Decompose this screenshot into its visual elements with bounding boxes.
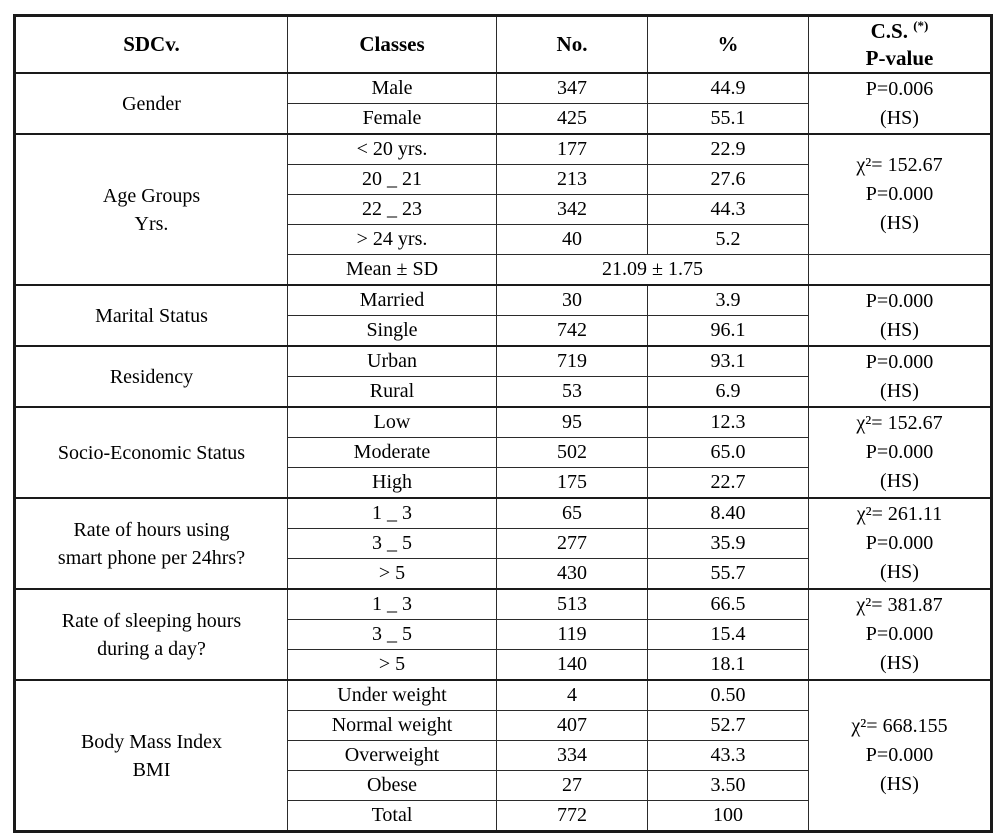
- count-cell: 502: [497, 438, 648, 468]
- count-cell: 30: [497, 285, 648, 316]
- cs-line: (HS): [880, 212, 919, 234]
- class-cell: 20 _ 21: [288, 165, 497, 195]
- count-cell: 342: [497, 195, 648, 225]
- cs-line: (HS): [880, 106, 919, 129]
- demographics-table: [13, 14, 993, 833]
- cs-empty-cell: [809, 255, 992, 286]
- percent-cell: 22.7: [648, 468, 809, 499]
- header-cs-pvalue: [809, 16, 992, 74]
- cs-line: P=0.000: [865, 441, 934, 463]
- cs-line: χ²= 381.87: [856, 594, 943, 616]
- class-cell: Normal weight: [288, 711, 497, 741]
- table-row: [15, 407, 992, 438]
- cs-line: P=0.000: [865, 532, 934, 554]
- class-cell: < 20 yrs.: [288, 134, 497, 165]
- header-row: [15, 16, 992, 74]
- cs-line: P=0.000: [865, 289, 934, 312]
- count-cell: 40: [497, 225, 648, 255]
- class-cell: 1 _ 3: [288, 589, 497, 620]
- cs-line: (HS): [880, 561, 919, 583]
- count-cell: 175: [497, 468, 648, 499]
- count-cell: 177: [497, 134, 648, 165]
- percent-cell: 52.7: [648, 711, 809, 741]
- percent-cell: 35.9: [648, 529, 809, 559]
- percent-cell: 6.9: [648, 377, 809, 408]
- count-cell: 213: [497, 165, 648, 195]
- percent-cell: 66.5: [648, 589, 809, 620]
- percent-cell: 44.3: [648, 195, 809, 225]
- header-pvalue-label: P-value: [865, 45, 934, 70]
- cs-cell: [809, 134, 992, 255]
- table-body: [15, 73, 992, 832]
- table-row: [15, 285, 992, 316]
- cs-line: χ²= 668.155: [851, 715, 948, 737]
- variable-cell: Residency: [15, 346, 288, 407]
- count-cell: 407: [497, 711, 648, 741]
- class-cell: > 5: [288, 650, 497, 681]
- count-cell: 334: [497, 741, 648, 771]
- cs-line: P=0.000: [865, 183, 934, 205]
- class-cell: Overweight: [288, 741, 497, 771]
- class-cell: > 5: [288, 559, 497, 590]
- class-cell: Urban: [288, 346, 497, 377]
- count-cell: 772: [497, 801, 648, 832]
- cs-line: P=0.000: [865, 350, 934, 373]
- count-cell: 95: [497, 407, 648, 438]
- percent-cell: 96.1: [648, 316, 809, 347]
- cs-line: P=0.000: [865, 623, 934, 645]
- cs-line: P=0.006: [865, 77, 934, 100]
- class-cell: > 24 yrs.: [288, 225, 497, 255]
- count-cell: 53: [497, 377, 648, 408]
- count-cell: 65: [497, 498, 648, 529]
- count-cell: 742: [497, 316, 648, 347]
- class-cell: Married: [288, 285, 497, 316]
- variable-cell: Body Mass Index BMI: [15, 680, 288, 832]
- percent-cell: 27.6: [648, 165, 809, 195]
- class-cell: Obese: [288, 771, 497, 801]
- percent-cell: 43.3: [648, 741, 809, 771]
- count-cell: 4: [497, 680, 648, 711]
- variable-cell: Rate of sleeping hours during a day?: [15, 589, 288, 680]
- header-no: No.: [497, 16, 648, 74]
- count-cell: 27: [497, 771, 648, 801]
- percent-cell: 0.50: [648, 680, 809, 711]
- count-cell: 140: [497, 650, 648, 681]
- percent-cell: 44.9: [648, 73, 809, 104]
- table-row: [15, 346, 992, 377]
- percent-cell: 3.9: [648, 285, 809, 316]
- table-row: [15, 73, 992, 104]
- cs-line: P=0.000: [865, 744, 934, 766]
- header-cs-superscript: (*): [913, 18, 929, 34]
- variable-cell: Rate of hours using smart phone per 24hrs?: [15, 498, 288, 589]
- cs-cell: [809, 498, 992, 589]
- header-percent: %: [648, 16, 809, 74]
- cs-line: χ²= 152.67: [856, 154, 943, 176]
- class-cell: Female: [288, 104, 497, 135]
- cs-cell: [809, 346, 992, 407]
- class-cell: Moderate: [288, 438, 497, 468]
- class-cell: Under weight: [288, 680, 497, 711]
- cs-cell: [809, 73, 992, 134]
- cs-line: (HS): [880, 652, 919, 674]
- class-cell: 3 _ 5: [288, 620, 497, 650]
- class-cell: 1 _ 3: [288, 498, 497, 529]
- percent-cell: 22.9: [648, 134, 809, 165]
- percent-cell: 15.4: [648, 620, 809, 650]
- class-cell: Low: [288, 407, 497, 438]
- count-cell: 119: [497, 620, 648, 650]
- table-row: [15, 680, 992, 711]
- count-cell: 430: [497, 559, 648, 590]
- cs-line: χ²= 261.11: [856, 503, 943, 525]
- percent-cell: 100: [648, 801, 809, 832]
- cs-cell: [809, 285, 992, 346]
- cs-line: (HS): [880, 470, 919, 492]
- count-cell: 425: [497, 104, 648, 135]
- table-row: [15, 134, 992, 165]
- variable-cell: Marital Status: [15, 285, 288, 346]
- class-cell: Total: [288, 801, 497, 832]
- count-cell: 277: [497, 529, 648, 559]
- header-classes: Classes: [288, 16, 497, 74]
- class-cell: 22 _ 23: [288, 195, 497, 225]
- percent-cell: 93.1: [648, 346, 809, 377]
- percent-cell: 3.50: [648, 771, 809, 801]
- class-cell: Mean ± SD: [288, 255, 497, 286]
- percent-cell: 55.7: [648, 559, 809, 590]
- cs-line: (HS): [880, 318, 919, 341]
- percent-cell: 12.3: [648, 407, 809, 438]
- class-cell: Single: [288, 316, 497, 347]
- cs-line: χ²= 152.67: [856, 412, 943, 434]
- table-row: [15, 589, 992, 620]
- mean-sd-cell: 21.09 ± 1.75: [497, 255, 809, 286]
- variable-cell: Age Groups Yrs.: [15, 134, 288, 285]
- cs-line: (HS): [880, 379, 919, 402]
- count-cell: 719: [497, 346, 648, 377]
- variable-cell: Socio-Economic Status: [15, 407, 288, 498]
- class-cell: Male: [288, 73, 497, 104]
- cs-cell: [809, 407, 992, 498]
- class-cell: 3 _ 5: [288, 529, 497, 559]
- cs-cell: [809, 589, 992, 680]
- cs-line: (HS): [880, 773, 919, 795]
- percent-cell: 55.1: [648, 104, 809, 135]
- table-row: [15, 498, 992, 529]
- count-cell: 347: [497, 73, 648, 104]
- percent-cell: 8.40: [648, 498, 809, 529]
- percent-cell: 18.1: [648, 650, 809, 681]
- percent-cell: 65.0: [648, 438, 809, 468]
- count-cell: 513: [497, 589, 648, 620]
- header-sdcv: SDCv.: [15, 16, 288, 74]
- variable-cell: Gender: [15, 73, 288, 134]
- class-cell: High: [288, 468, 497, 499]
- header-cs-label: C.S.: [870, 19, 914, 44]
- percent-cell: 5.2: [648, 225, 809, 255]
- cs-cell: [809, 680, 992, 832]
- class-cell: Rural: [288, 377, 497, 408]
